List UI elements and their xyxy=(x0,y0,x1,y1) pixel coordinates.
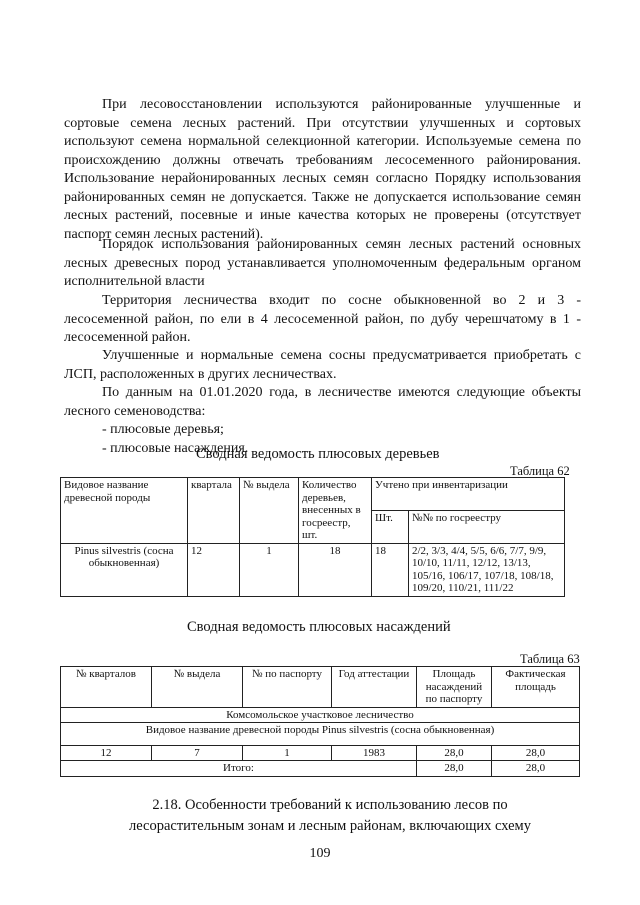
table2-caption: Сводная ведомость плюсовых насаждений xyxy=(187,619,451,635)
species-name: Видовое название древесной породы Pinus silvestris (сосна обыкновенная) xyxy=(61,723,580,746)
cell-kvartal: 12 xyxy=(61,745,152,761)
cell-species: Pinus silvestris (сосна обыкновенная) xyxy=(61,543,188,596)
paragraph-procedure: Порядок использования районированных семян лесных растений основных лесных древесных пород устанавливается уполномоченным федеральным органом исполнительной власти xyxy=(64,237,581,289)
cell-vydel: 1 xyxy=(240,543,299,596)
header-year: Год аттестации xyxy=(332,667,417,708)
plus-trees-table xyxy=(60,477,565,597)
cell-year: 1983 xyxy=(332,745,417,761)
district-row xyxy=(61,707,580,723)
total-label: Итого: xyxy=(61,761,417,777)
district-name: Комсомольское участковое лесничество xyxy=(61,707,580,723)
header-vydel: № выдела xyxy=(240,478,299,544)
header-registry: №№ по госреестру xyxy=(409,510,565,543)
header-species: Видовое название древесной породы xyxy=(61,478,188,544)
table-row xyxy=(61,543,565,596)
header-kvartal: квартала xyxy=(188,478,240,544)
total-area-actual: 28,0 xyxy=(492,761,580,777)
header-count: Количество деревьев, внесенных в госреестр, шт. xyxy=(299,478,372,544)
header-pcs: Шт. xyxy=(372,510,409,543)
cell-kvartal: 12 xyxy=(188,543,240,596)
plus-stands-table xyxy=(60,666,580,777)
paragraph-improved-seeds: Улучшенные и нормальные семена сосны предусматривается приобретать с ЛСП, расположенных в других лесничествах. xyxy=(64,348,581,382)
cell-area-actual: 28,0 xyxy=(492,745,580,761)
table-header-row xyxy=(61,667,580,708)
cell-area-passport: 28,0 xyxy=(417,745,492,761)
total-row xyxy=(61,761,580,777)
table1-caption: Сводная ведомость плюсовых деревьев xyxy=(196,446,440,462)
table2-label: Таблица 63 xyxy=(520,652,580,666)
paragraph-data: По данным на 01.01.2020 года, в лесничестве имеются следующие объекты лесного семеноводства: xyxy=(64,385,581,419)
table-header-row xyxy=(61,478,565,511)
header-inventory: Учтено при инвентаризации xyxy=(372,478,565,511)
header-area-actual: Фактическая площадь xyxy=(492,667,580,708)
cell-passport: 1 xyxy=(243,745,332,761)
total-area-passport: 28,0 xyxy=(417,761,492,777)
list-item: - плюсовые насаждения. xyxy=(102,440,249,456)
section-heading: 2.18. Особенности требований к использованию лесов по лесорастительным зонам и лесным районам, включающих схему xyxy=(129,797,531,834)
cell-count: 18 xyxy=(299,543,372,596)
paragraph-territory: Территория лесничества входит по сосне обыкновенной во 2 и 3 - лесосеменной район, по ели в 4 лесосеменной район, по дубу черешчатому в 1 - лесосеменной район. xyxy=(64,293,581,345)
cell-vydel: 7 xyxy=(152,745,243,761)
header-kvartals: № кварталов xyxy=(61,667,152,708)
species-row xyxy=(61,723,580,746)
paragraph-seeds: При лесовосстановлении используются районированные улучшенные и сортовые семена лесных растений. При отсутствии улучшенных и сортовых используют семена нормальной селекционной категории. Используемые семена по происхождению должны отвечать требованиям лесосеменного районирования. Использование нерайонированных лесных семян согласно Порядку использования районированных семян не допускается. Также не допускается использование семян лесных растений, посевные и иные качества которых не проверены (отсутствует паспорт семян лесных растений). xyxy=(64,97,581,242)
cell-pcs: 18 xyxy=(372,543,409,596)
header-passport: № по паспорту xyxy=(243,667,332,708)
cell-registry: 2/2, 3/3, 4/4, 5/5, 6/6, 7/7, 9/9, 10/10, 11/11, 12/12, 13/13, 105/16, 106/17, 107/18, 108/18, 109/20, 110/21, 111/22 xyxy=(409,543,565,596)
header-vydel: № выдела xyxy=(152,667,243,708)
list-item: - плюсовые деревья; xyxy=(102,422,224,437)
table-row xyxy=(61,745,580,761)
header-area-passport: Площадь насаждений по паспорту xyxy=(417,667,492,708)
page-number: 109 xyxy=(309,846,331,861)
table1-label: Таблица 62 xyxy=(510,464,570,478)
